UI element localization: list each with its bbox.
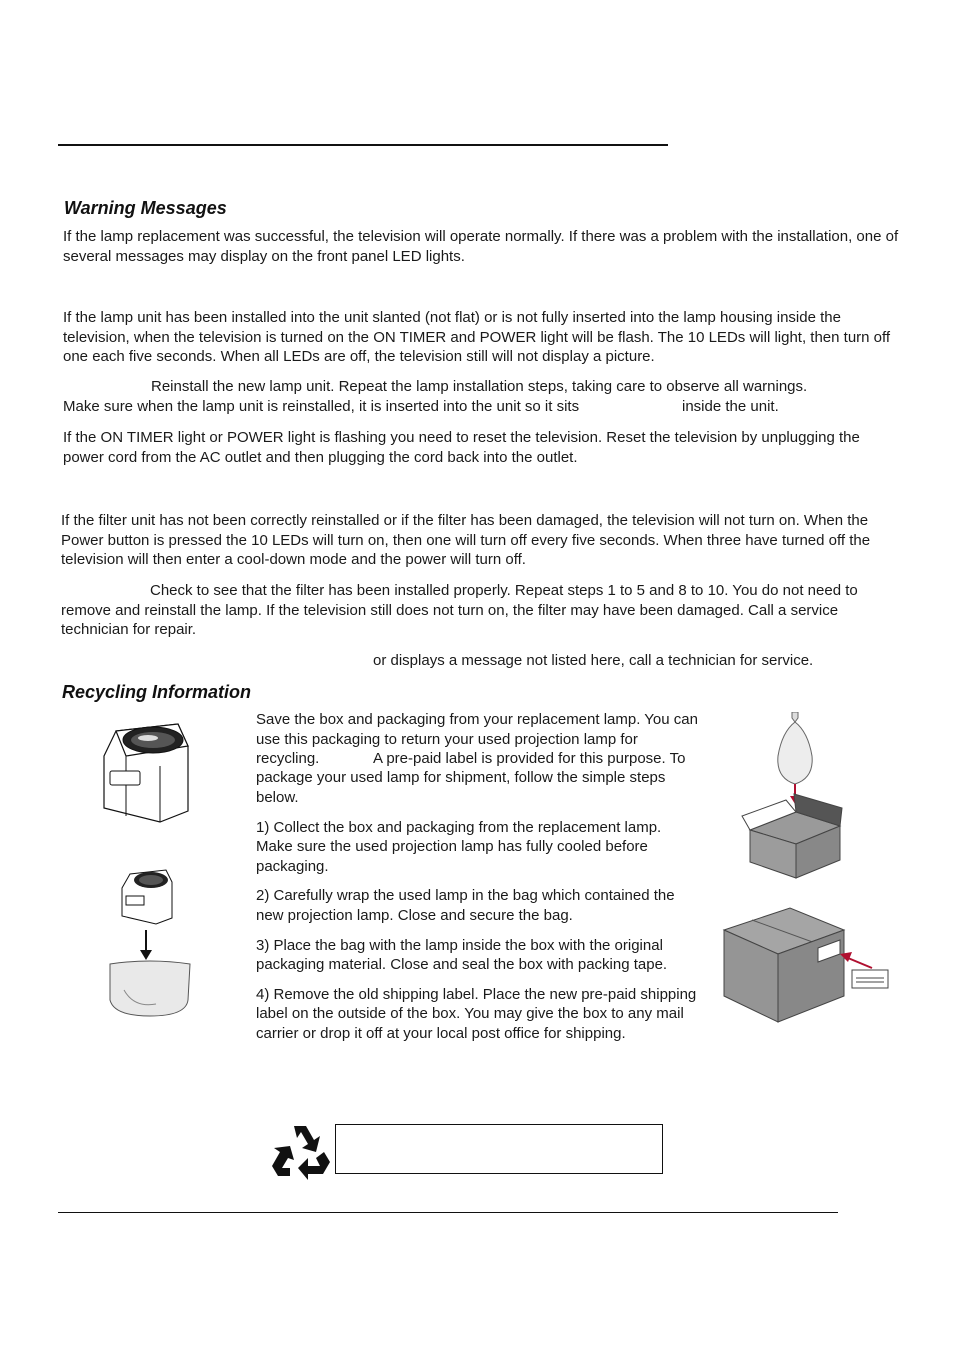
lamp-unit-small-icon [118, 866, 178, 928]
recycling-intro: Save the box and packaging from your replacement lamp. You can use this packaging to return your used projection lamp for recycling. [256, 711, 698, 768]
filter-fix-text: Check to see that the filter has been installed properly. Repeat steps 1 to 5 and 8 to 10. You do not need to remove and reinstall the lamp. If the television still does not turn on, the filter may have been damaged. Call a service technician for repair. [61, 582, 858, 639]
recycling-step: 2) Carefully wrap the used lamp in the bag which contained the new projection lamp. Close and secure the bag. [256, 887, 675, 924]
lamp-unit-icon [96, 716, 196, 826]
recycling-column [256, 710, 702, 1054]
notice-box [335, 1124, 663, 1174]
recycling-step: 1) Collect the box and packaging from the replacement lamp. Make sure the used projection lamp has fully cooled before packaging. [256, 818, 662, 875]
footer-rule [58, 1212, 838, 1213]
warning-intro: If the lamp replacement was successful, the television will operate normally. If there was a problem with the installation, one of several messages may display on the front panel LED lights. [63, 228, 899, 265]
sealed-box-icon [722, 906, 894, 1024]
other-message-text: or displays a message not listed here, call a technician for service. [373, 652, 814, 669]
lamp-fix-text: Reinstall the new lamp unit. Repeat the lamp installation steps, taking care to observe all warnings. [151, 378, 808, 395]
lamp-problem-text: If the lamp unit has been installed into the unit slanted (not flat) or is not fully inserted into the lamp housing inside the television, when the television is turned on the ON TIMER and POWER light will be flash. The 10 LEDs will light, then turn off one each five seconds. When all LEDs are off, the television still will not display a picture. [63, 309, 891, 366]
lamp-fix-text-2: Make sure when the lamp unit is reinstalled, it is inserted into the unit so it sits [63, 398, 580, 415]
recycling-step: 3) Place the bag with the lamp inside the box with the original packaging material. Close and seal the box with packing tape. [256, 936, 668, 974]
recycling-step: 4) Remove the old shipping label. Place the new pre-paid shipping label on the outside of the box. You may give the box to any mail carrier or drop it off at your local post office for shipping. [256, 985, 697, 1042]
lamp-fix-text-3: inside the unit. [682, 398, 779, 415]
arrow-down-icon [139, 930, 153, 960]
box-with-bag-icon [738, 712, 850, 880]
filter-problem-text: If the filter unit has not been correctly reinstalled or if the filter has been damaged, the television will not turn on. When the Power button is pressed the 10 LEDs will turn on, then one will turn off every five seconds. When three have turned off the television will then enter a cool-down mode and the power will turn off. [61, 512, 871, 569]
header-rule [58, 144, 668, 146]
recycling-intro-2: A pre-paid label is provided for this purpose. To package your used lamp for shipment, follow the simple steps below. [256, 749, 686, 806]
warning-heading: Warning Messages [64, 198, 227, 218]
reset-text: If the ON TIMER light or POWER light is flashing you need to reset the television. Reset the television by unplugging the power cord from the AC outlet and then plugging the cord back into the outlet. [63, 429, 860, 466]
recycling-heading: Recycling Information [62, 682, 252, 702]
recycle-icon [268, 1122, 332, 1182]
bag-icon [104, 960, 196, 1018]
